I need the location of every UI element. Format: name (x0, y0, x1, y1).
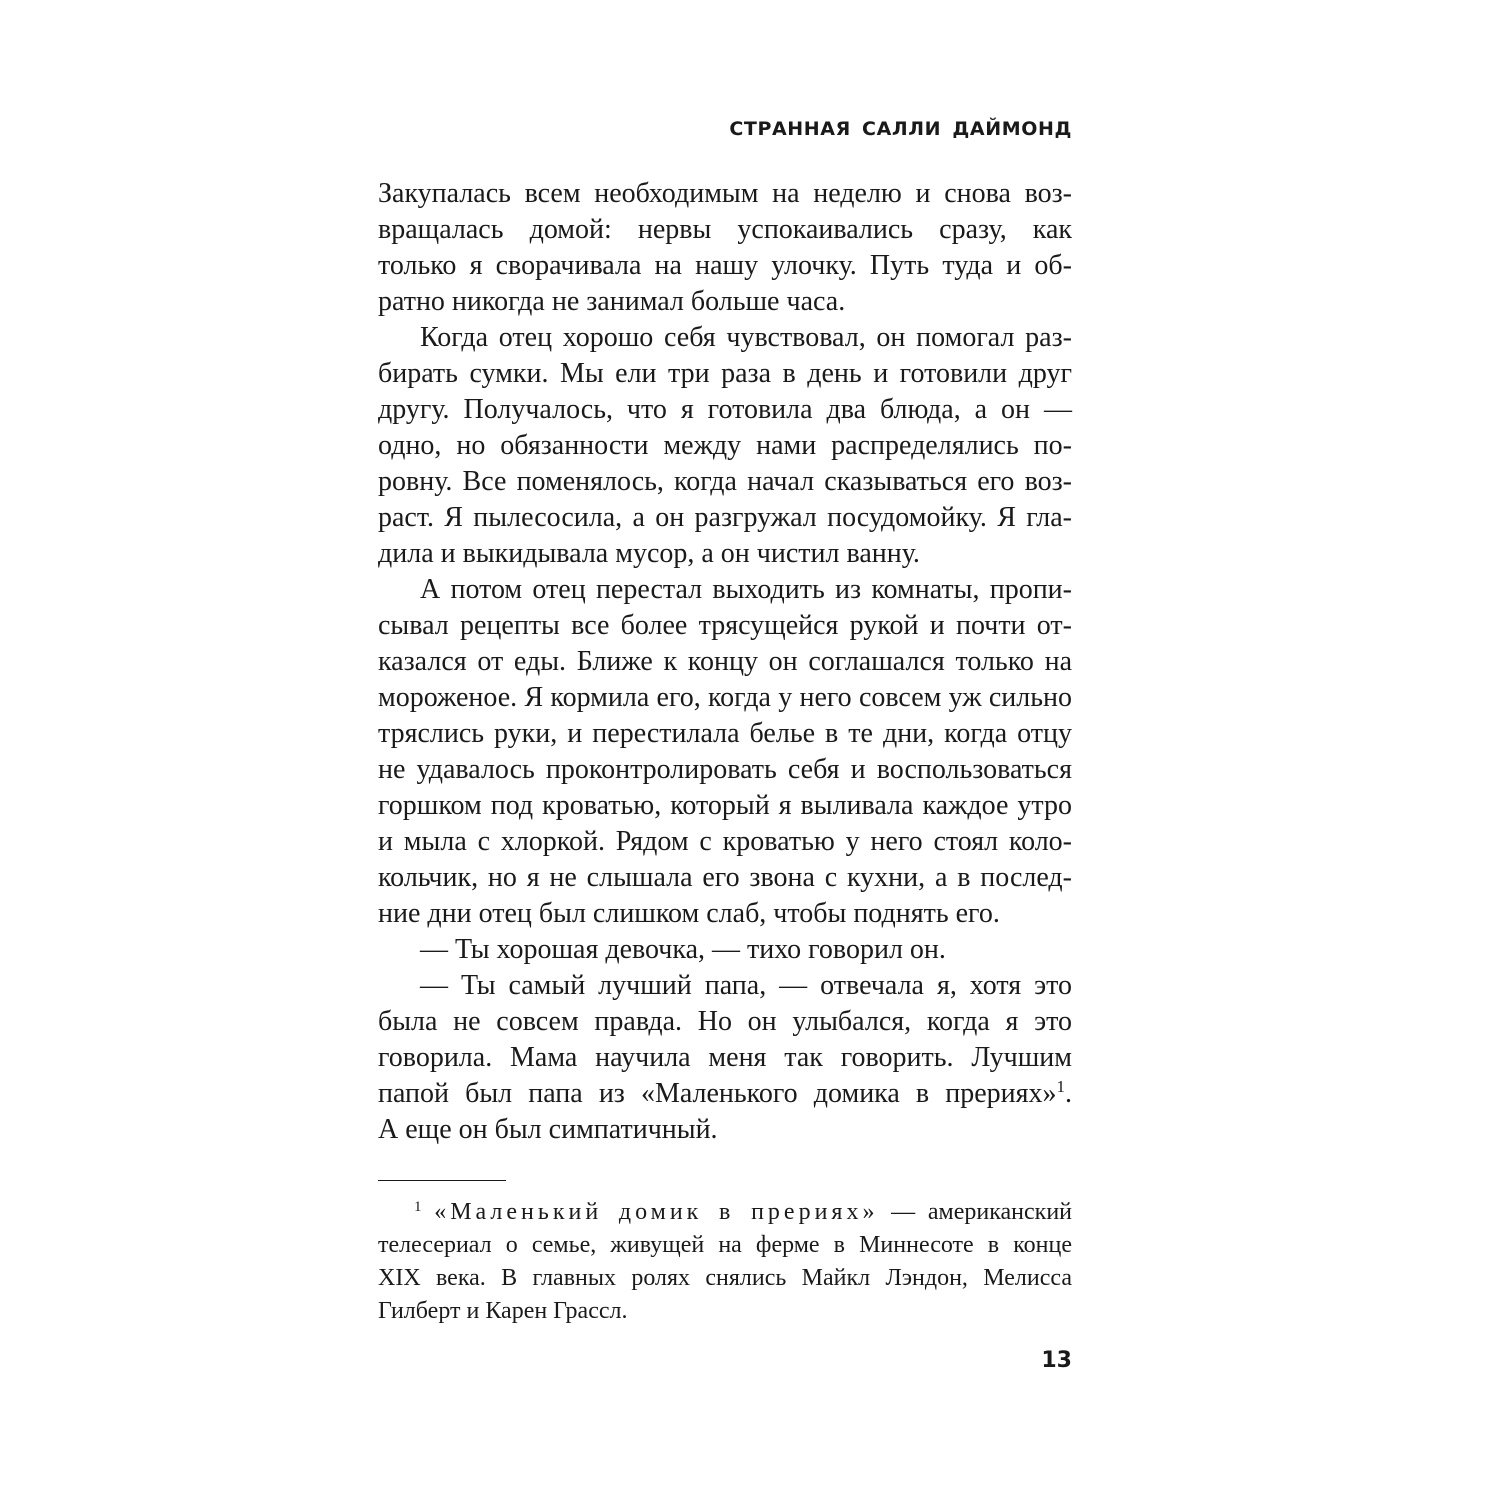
text-line-punct: . (1065, 1078, 1072, 1109)
text-line: Закупалась всем необходимым на неделю и снова воз- (378, 178, 1072, 209)
text-line: дила и выкидывала мусор, а он чистил ванну. (378, 538, 920, 569)
text-line: кольчик, но я не слышала его звона с кухни, а в послед- (378, 862, 1072, 893)
footnote-ref[interactable]: 1 (1056, 1077, 1065, 1096)
text-line: и мыла с хлоркой. Рядом с кроватью у него стоял коло- (378, 826, 1072, 857)
footnote-line: телесериал о семье, живущей на ферме в Миннесоте в конце (378, 1232, 1072, 1258)
body-text (378, 176, 1072, 1148)
footnote-number: 1 (414, 1199, 422, 1215)
text-line: только я сворачивала на нашу улочку. Путь туда и об- (378, 250, 1072, 281)
page-number: 13 (1041, 1348, 1072, 1373)
text-line: не удавалось проконтролировать себя и воспользоваться (378, 754, 1072, 785)
footnote (378, 1196, 1072, 1328)
text-line: А потом отец перестал выходить из комнаты, пропи- (420, 574, 1072, 605)
text-line: одно, но обязанности между нами распределялись по- (378, 430, 1072, 461)
text-line: казался от еды. Ближе к концу он соглашался только на (378, 646, 1072, 677)
footnote-title: «Маленький домик в прериях» (434, 1199, 879, 1225)
footnote-divider (378, 1180, 506, 1181)
text-line: раст. Я пылесосила, а он разгружал посудомойку. Я гла- (378, 502, 1072, 533)
text-line: сывал рецепты все более трясущейся рукой и почти от- (378, 610, 1072, 641)
footnote-text: — американский (878, 1199, 1073, 1225)
text-line: мороженое. Я кормила его, когда у него совсем уж сильно (378, 682, 1072, 713)
text-line: тряслись руки, и перестилала белье в те дни, когда отцу (378, 718, 1072, 749)
text-line: говорила. Мама научила меня так говорить. Лучшим (378, 1042, 1072, 1073)
text-line: бирать сумки. Мы ели три раза в день и готовили друг (378, 358, 1072, 389)
text-line: Когда отец хорошо себя чувствовал, он помогал раз- (420, 322, 1072, 353)
text-line: ние дни отец был слишком слаб, чтобы поднять его. (378, 898, 1000, 929)
text-line: ровну. Все поменялось, когда начал сказываться его воз- (378, 466, 1072, 497)
footnote-line: XIX века. В главных ролях снялись Майкл Лэндон, Мелисса (378, 1265, 1072, 1291)
footnote-line (378, 1196, 1072, 1229)
text-line: другу. Получалось, что я готовила два блюда, а он — (378, 394, 1072, 425)
text-line: А еще он был симпатичный. (378, 1114, 718, 1145)
text-line: — Ты самый лучший папа, — отвечала я, хотя это (420, 970, 1072, 1001)
footnote-line: Гилберт и Карен Грассл. (378, 1298, 628, 1324)
text-line (378, 1076, 1072, 1112)
running-head: СТРАННАЯ САЛЛИ ДАЙМОНД (729, 118, 1072, 140)
text-line: вращалась домой: нервы успокаивались сразу, как (378, 214, 1072, 245)
text-line: горшком под кроватью, который я выливала каждое утро (378, 790, 1072, 821)
text-line: была не совсем правда. Но он улыбался, когда я это (378, 1006, 1072, 1037)
book-page (378, 0, 1072, 1500)
text-line: — Ты хорошая девочка, — тихо говорил он. (420, 934, 946, 965)
text-line: ратно никогда не занимал больше часа. (378, 286, 846, 317)
text-line-content: папой был папа из «Маленького домика в прериях» (378, 1078, 1057, 1109)
